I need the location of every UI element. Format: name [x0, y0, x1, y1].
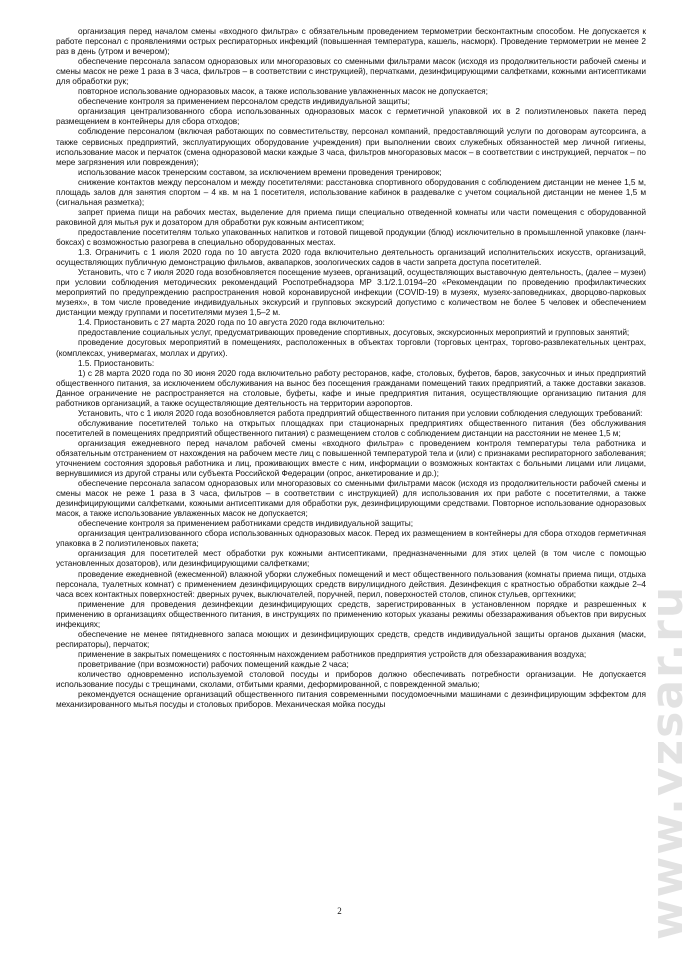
paragraph: 1.5. Приостановить:: [78, 357, 155, 368]
paragraph: 1) с 28 марта 2020 года по 30 июня 2020 года включительно работу ресторанов, кафе, столовых, буфетов, баров, закусочных и иных предприятий общественного питания, за исключением обслуживания на вынос без посещения гражданами помещений таких предприятий, а также доставки заказов. Данное ограничение не распространяется на столовые, буфеты, кафе и иные предприятия питания, осуществляющие организацию питания для работников организаций, а также осуществляющие деятельность на территории аэропортов.: [56, 367, 646, 408]
paragraph: 1.3. Ограничить с 1 июля 2020 года по 10 августа 2020 года включительно деятельность организаций исполнительских искусств, организаций, осуществляющих публичную демонстрацию фильмов, аквапарков, зоологических садов в части запрета доступа посетителей.: [56, 247, 646, 268]
paragraph: организация для посетителей мест обработки рук кожными антисептиками, предназначенными для этих целей (в том числе с помощью установленных дозаторов), или дезинфицирующими салфетками;: [56, 548, 646, 569]
paragraph: проведение ежедневной (ежесменной) влажной уборки служебных помещений и мест общественного пользования (комнаты приема пищи, отдыха персонала, туалетных комнат) с применением дезинфицирующих средств вирулицидного действия. Дезинфекция с кратностью обработки каждые 2–4 часа всех контактных поверхностей: дверных ручек, выключателей, поручней, перил, поверхностей столов, спинок стульев, оргтехники;: [56, 568, 646, 599]
paragraph: проведение досуговых мероприятий в помещениях, расположенных в объектах торговли (торговых центрах, торгово-развлекательных центрах, (комплексах, универмагах, моллах и других).: [56, 337, 646, 358]
paragraph: обеспечение контроля за применением персоналом средств индивидуальной защиты;: [78, 96, 410, 107]
page-number: 2: [337, 906, 342, 916]
paragraph: снижение контактов между персоналом и между посетителями: расстановка спортивного оборудования с соблюдением дистанции не менее 1,5 м, площадь залов для занятия спортом – 4 кв. м на 1 посетителя, использование кабинок в раздевалке с учетом социальной дистанции не менее 1,5 м (сигнальная разметка);: [56, 176, 646, 207]
paragraph: организация перед началом смены «входного фильтра» с обязательным проведением термометрии бесконтактным способом. Не допускается к работе персонал с проявлениями острых респираторных инфекций (повышенная температура, кашель, насморк). Проведение термометрии не менее 2 раз в день (утром и вечером);: [56, 26, 646, 57]
paragraph: обслуживание посетителей только на открытых площадках при стационарных предприятиях общественного питания (без обслуживания посетителей в помещениях предприятий общественного питания) с размещением столов с соблюдением дистанции на расстоянии не менее 1,5 м;: [56, 417, 646, 438]
paragraph: обеспечение не менее пятидневного запаса моющих и дезинфицирующих средств, средств индивидуальной защиты органов дыхания (маски, респираторы), перчаток;: [56, 628, 646, 649]
paragraph: 1.4. Приостановить с 27 марта 2020 года по 10 августа 2020 года включительно:: [78, 317, 385, 328]
paragraph: использование масок тренерским составом, за исключением времени проведения тренировок;: [78, 166, 442, 177]
paragraph: организация централизованного сбора использованных одноразовых масок с герметичной упаковкой их в 2 полиэтиленовых пакета перед размещением в контейнеры для сбора отходов;: [56, 106, 646, 127]
paragraph: Установить, что с 1 июля 2020 года возобновляется работа предприятий общественного питания при условии соблюдения следующих требований:: [78, 407, 643, 418]
paragraph: предоставление посетителям только упакованных напитков и готовой пищевой продукции (блюд) исключительно в промышленной упаковке (ланч-боксах) с возможностью разогрева в специально оборудованных местах.: [56, 226, 646, 247]
paragraph: обеспечение персонала запасом одноразовых или многоразовых со сменными фильтрами масок (исходя из продолжительности рабочей смены и смены масок не реже 1 раза в 3 часа, фильтров – в соответствии с инструкцией), перчатками, дезинфицирующими салфетками, кожными антисептиками для обработки рук;: [56, 56, 646, 87]
paragraph: количество одновременно используемой столовой посуды и приборов должно обеспечивать потребности организации. Не допускается использование посуды с трещинами, сколами, отбитыми краями, деформированной, с поврежденной эмалью;: [56, 669, 646, 690]
paragraph: применение для проведения дезинфекции дезинфицирующих средств, зарегистрированных в установленном порядке и разрешенных к применению в организациях общественного питания, в инструкциях по применению которых указаны режимы обеззараживания объектов при вирусных инфекциях;: [56, 598, 646, 629]
paragraph: запрет приема пищи на рабочих местах, выделение для приема пищи специально отведенной комнаты или части помещения с оборудованной раковиной для мытья рук и дозатором для обработки рук кожным антисептиком;: [56, 206, 646, 227]
paragraph: обеспечение персонала запасом одноразовых или многоразовых со сменными фильтрами масок (исходя из продолжительности рабочей смены и смены масок не реже 1 раза в 3 часа, фильтров – в соответствии с инструкцией) для использования их при работе с посетителями, а также дезинфицирующими салфетками, кожными антисептиками для обработки рук, дезинфицирующими средствами. Повторное использование одноразовых масок, а также использование увлаженных масок не допускается;: [56, 478, 646, 519]
paragraph: организация централизованного сбора использованных одноразовых масок. Перед их размещением в контейнеры для сбора отходов герметичная упаковка в 2 полиэтиленовых пакета;: [56, 528, 646, 549]
paragraph: проветривание (при возможности) рабочих помещений каждые 2 часа;: [78, 658, 349, 669]
watermark-text: www.vzsar.ru: [642, 584, 693, 940]
paragraph: рекомендуется оснащение организаций общественного питания современными посудомоечными машинами с дезинфицирующим эффектом для механизированного мытья посуды и столовых приборов. Механическая мойка посуды: [56, 689, 646, 710]
paragraph: обеспечение контроля за применением работниками средств индивидуальной защиты;: [78, 518, 413, 529]
document-page: [56, 26, 646, 709]
paragraph: организация ежедневного перед началом рабочей смены «входного фильтра» с проведением контроля температуры тела работника и обязательным отстранением от нахождения на рабочем месте лиц с повышенной температурой тела и (или) с признаками респираторного заболевания; уточнением состояния здоровья работника и лиц, проживающих вместе с ним, информации о возможных контактах с больными лицами или лицами, вернувшимися из другой страны или субъекта Российской Федерации (опрос, анкетирование и др.);: [56, 437, 646, 479]
paragraph: Установить, что с 7 июля 2020 года возобновляется посещение музеев, организаций, осуществляющих выставочную деятельность, (далее – музеи) при условии соблюдения методических рекомендаций Роспотребнадзора МР 3.1/2.1.0194–20 «Рекомендации по проведению профилактических мероприятий по предупреждению распространения новой коронавирусной инфекции (COVID-19) в музеях, музеях-заповедниках, дворцово-парковых музеях», в том числе проведение индивидуальных экскурсий и групповых экскурсий допустимо с количеством не более 5 человек и обеспечением дистанции между группами и посетителями музея 1,5–2 м.: [56, 267, 646, 318]
watermark: [600, 584, 693, 940]
paragraph: применение в закрытых помещениях с постоянным нахождением работников предприятия устройств для обеззараживания воздуха;: [78, 648, 587, 659]
paragraph: предоставление социальных услуг, предусматривающих проведение спортивных, досуговых, экскурсионных мероприятий и групповых занятий;: [78, 327, 630, 338]
paragraph: повторное использование одноразовых масок, а также использование увлажненных масок не допускается;: [78, 86, 488, 97]
paragraph: соблюдение персоналом (включая работающих по совместительству, персонал компаний, предоставляющий услуги по договорам аутсорсинга, а также сервисных предприятий, эксплуатирующих оборудование учреждения) при выполнении своих служебных обязанностей мер личной гигиены, использование масок и перчаток (смена одноразовой маски каждые 3 часа, фильтров многоразовых масок – в соответствии с инструкцией, перчаток – по мере загрязнения или повреждения);: [56, 126, 646, 167]
